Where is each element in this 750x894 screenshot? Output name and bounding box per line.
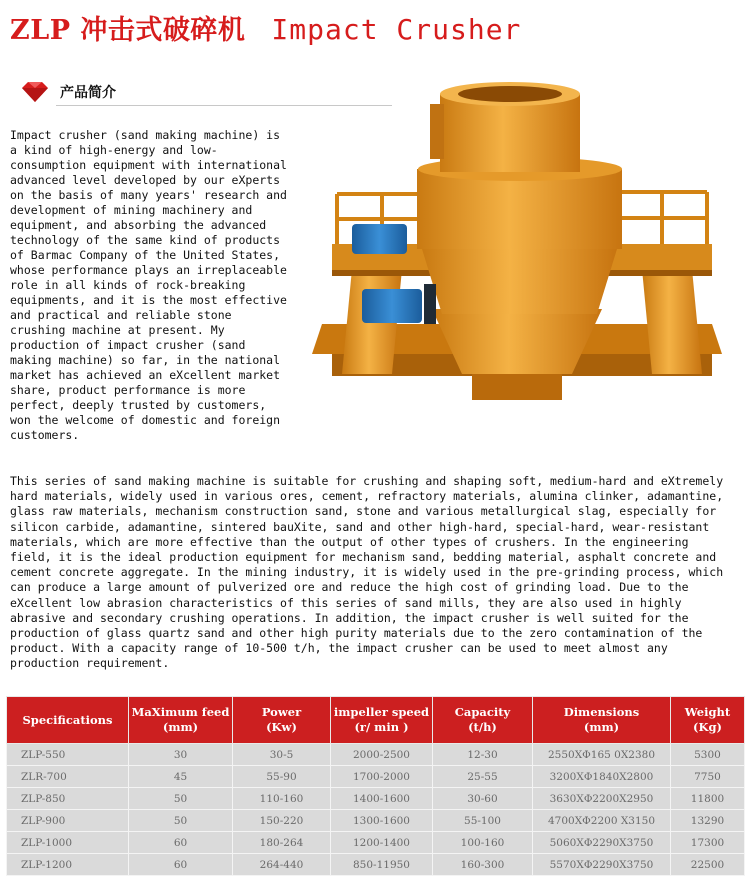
- table-cell: 25-55: [433, 766, 533, 788]
- spec-header-unit: (r/ min ): [354, 720, 409, 734]
- spec-table-container: [6, 696, 744, 888]
- table-cell: 5060XΦ2290X3750: [533, 832, 671, 854]
- table-cell: 2000-2500: [331, 744, 433, 766]
- impact-crusher-photo: [312, 74, 732, 424]
- spec-table: [6, 696, 745, 876]
- spec-header-cell: [233, 697, 331, 744]
- spec-header-cell: [129, 697, 233, 744]
- table-cell: 850-11950: [331, 854, 433, 876]
- table-cell: 50: [129, 810, 233, 832]
- table-row: [7, 810, 745, 832]
- table-cell: 30-5: [233, 744, 331, 766]
- table-cell: 3630XΦ2200X2950: [533, 788, 671, 810]
- section-label: 产品简介: [60, 85, 116, 101]
- intro-paragraph: Impact crusher (sand making machine) is a kind of high-energy and low-consumption equipment with international advanced level developed by our eXperts on the basis of many years' research and development of mining machinery and equipment, and absorbing the advanced technology of the same kind of products of Barmac Company of the United States, whose performance plays an irreplaceable role in all kinds of rock-breaking equipments, and it is the most effective and practical and reliable stone crushing machine at present. My production of impact crusher (sand making machine) so far, in the national market has achieved an eXcellent market share, product performance is more perfect, deeply trusted by customers, won the welcome of domestic and foreign customers.: [10, 128, 287, 442]
- table-cell: 50: [129, 788, 233, 810]
- spec-header-unit: (Kw): [266, 720, 297, 734]
- diamond-icon: [18, 80, 52, 104]
- table-cell: 12-30: [433, 744, 533, 766]
- table-cell: 1200-1400: [331, 832, 433, 854]
- spec-header-unit: (Kg): [693, 720, 722, 734]
- spec-header-cell: [331, 697, 433, 744]
- table-cell: ZLR-700: [7, 766, 129, 788]
- title-cn: ZLP 冲击式破碎机: [10, 15, 246, 46]
- table-cell: ZLP-1000: [7, 832, 129, 854]
- spec-header-cell: [7, 697, 129, 744]
- table-row: [7, 744, 745, 766]
- spec-header-label: Dimensions: [563, 705, 640, 719]
- table-cell: ZLP-900: [7, 810, 129, 832]
- spec-header-label: Weight: [684, 705, 731, 719]
- table-cell: 13290: [671, 810, 745, 832]
- table-row: [7, 788, 745, 810]
- table-cell: 60: [129, 854, 233, 876]
- table-row: [7, 766, 745, 788]
- spec-header-label: Capacity: [454, 705, 511, 719]
- table-cell: 45: [129, 766, 233, 788]
- table-cell: ZLP-850: [7, 788, 129, 810]
- table-cell: 100-160: [433, 832, 533, 854]
- spec-header-cell: [671, 697, 745, 744]
- table-cell: 3200XΦ1840X2800: [533, 766, 671, 788]
- spec-header-row: [7, 697, 745, 744]
- table-cell: 55-100: [433, 810, 533, 832]
- spec-table-body: [7, 744, 745, 876]
- table-cell: 2550XΦ165 0X2380: [533, 744, 671, 766]
- table-row: [7, 854, 745, 876]
- table-cell: 1700-2000: [331, 766, 433, 788]
- page-title: [10, 8, 521, 48]
- table-cell: ZLP-1200: [7, 854, 129, 876]
- spec-header-unit: (mm): [583, 720, 620, 734]
- table-cell: 160-300: [433, 854, 533, 876]
- spec-header-label: Specifications: [22, 712, 113, 727]
- table-row: [7, 832, 745, 854]
- table-cell: 150-220: [233, 810, 331, 832]
- description-paragraph: This series of sand making machine is suitable for crushing and shaping soft, medium-hard and eXtremely hard materials, widely used in various ores, cement, refractory materials, alumina clinker, adamantine, glass raw materials, mechanism construction sand, stone and various metallurgical slag, especially for silicon carbide, adamantine, sintered bauXite, sand and other high-hard, special-hard, wear-resistant materials, which are more effective than the output of other types of crushers. In the engineering field, it is the ideal production equipment for mechanism sand, bedding material, asphalt concrete and cement concrete aggregate. In the mining industry, it is widely used in the pre-grinding process, which can produce a large amount of pulverized ore and reduce the high cost of grinding load. Due to the eXcellent low abrasion characteristics of this series of sand mills, they are also used in highly abrasive and secondary crushing operations. In addition, the impact crusher is well suited for the production of glass quartz sand and other high purity materials due to the zero contamination of the product. With a capacity range of 10-500 t/h, the impact crusher can be used to meet almost any production requirement.: [10, 474, 724, 671]
- table-cell: 22500: [671, 854, 745, 876]
- table-cell: 264-440: [233, 854, 331, 876]
- table-cell: 11800: [671, 788, 745, 810]
- spec-header-label: impeller speed: [333, 705, 430, 719]
- title-en: Impact Crusher: [271, 13, 522, 46]
- spec-header-label: MaXimum feed: [131, 705, 230, 719]
- table-cell: 30: [129, 744, 233, 766]
- table-cell: 5300: [671, 744, 745, 766]
- table-cell: 180-264: [233, 832, 331, 854]
- table-cell: 55-90: [233, 766, 331, 788]
- table-cell: 1400-1600: [331, 788, 433, 810]
- table-cell: 60: [129, 832, 233, 854]
- table-cell: 5570XΦ2290X3750: [533, 854, 671, 876]
- table-cell: 7750: [671, 766, 745, 788]
- table-cell: 110-160: [233, 788, 331, 810]
- table-cell: ZLP-550: [7, 744, 129, 766]
- table-cell: 1300-1600: [331, 810, 433, 832]
- spec-header-cell: [533, 697, 671, 744]
- spec-header-label: Power: [261, 705, 302, 719]
- spec-header-unit: (t/h): [468, 720, 497, 734]
- spec-header-cell: [433, 697, 533, 744]
- table-cell: 17300: [671, 832, 745, 854]
- table-cell: 4700XΦ2200 X3150: [533, 810, 671, 832]
- table-cell: 30-60: [433, 788, 533, 810]
- spec-header-unit: (mm): [162, 720, 199, 734]
